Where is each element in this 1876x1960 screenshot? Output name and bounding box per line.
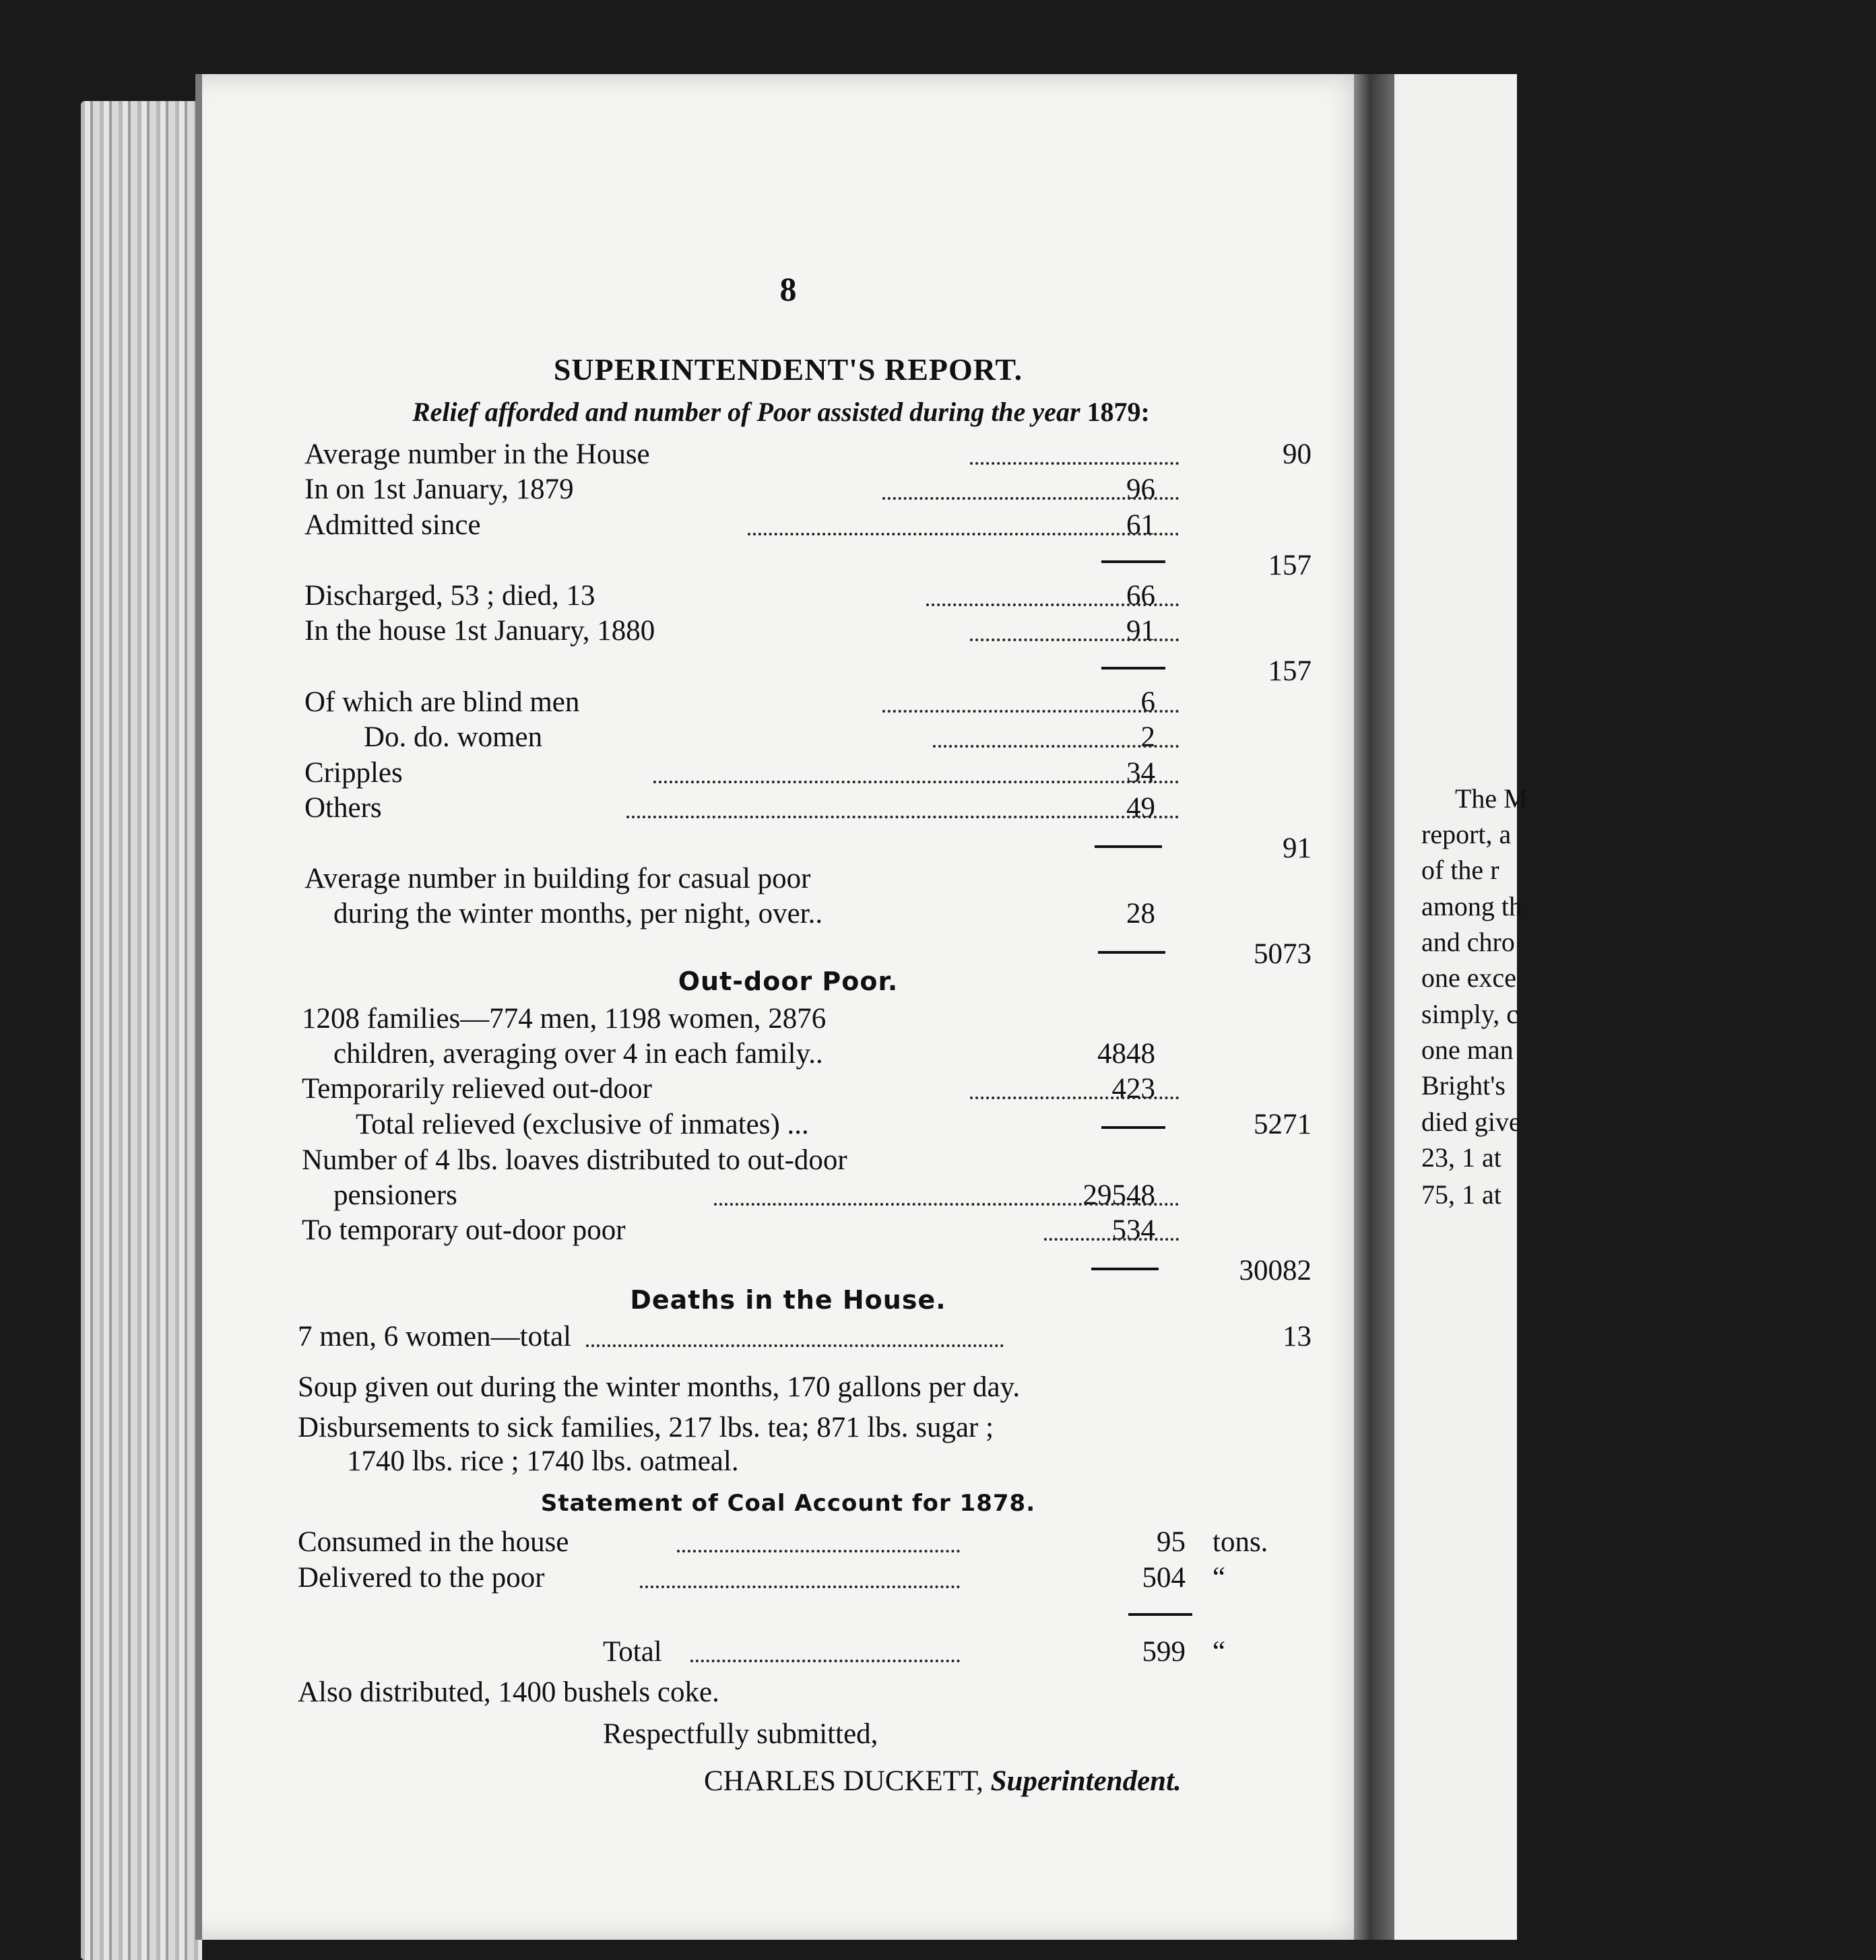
dot-leader [1044,1238,1179,1241]
house-total: 157 [1268,550,1312,581]
coal-row [202,1561,1374,1598]
signature: CHARLES DUCKETT, Superintendent. [704,1765,1182,1797]
house-row [202,579,1374,616]
house-label: Average number in building for casual poor [304,863,811,894]
soup-line: Soup given out during the winter months, 170 gallons per day. [298,1371,1021,1403]
outdoor-total: 30082 [1239,1255,1312,1286]
next-page-line: and chro [1421,927,1515,957]
house-row [202,791,1374,828]
also-line: Also distributed, 1400 bushels coke. [298,1676,719,1708]
outdoor-label: pensioners [333,1179,457,1211]
deaths-heading: Deaths in the House. [630,1285,946,1315]
next-page-line: The M [1455,783,1528,814]
next-page-line: of the r [1421,855,1499,885]
house-label: Others [304,792,382,824]
house-total: 5073 [1254,938,1312,970]
outdoor-label: Number of 4 lbs. loaves distributed to out-door [302,1144,847,1176]
house-label: In on 1st January, 1879 [304,473,574,505]
house-row [202,614,1374,651]
outdoor-heading: Out-door Poor. [678,967,899,996]
coal-label: Delivered to the poor [298,1562,545,1594]
outdoor-row [202,1144,1374,1180]
deaths-row: 7 men, 6 women—total 13 [298,1321,1312,1352]
coal-label: Consumed in the house [298,1526,569,1558]
disburse-line-1: Disbursements to sick families, 217 lbs. tea; 871 lbs. sugar ; [298,1412,994,1443]
outdoor-value: 29548 [1082,1179,1155,1211]
page-number: 8 [779,270,797,308]
coal-value: 504 [1142,1562,1186,1594]
house-row [202,862,1374,899]
subtotal-rule [1101,560,1165,563]
coal-value: 95 [1157,1526,1186,1558]
next-page-line: simply, c [1421,999,1519,1029]
disburse-line-2: 1740 lbs. rice ; 1740 lbs. oatmeal. [347,1445,739,1477]
coal-unit: “ [1212,1636,1226,1668]
book-gutter [1354,74,1394,1940]
outdoor-row [202,1037,1374,1074]
dot-leader [653,781,1179,783]
book [81,74,1528,1956]
house-row [202,686,1374,722]
next-page-line: one man [1421,1035,1514,1065]
house-row [202,438,1374,474]
house-row [202,473,1374,509]
next-page-line: among th [1421,891,1522,921]
dot-leader [970,1097,1179,1099]
subtotal-rule [1091,1268,1159,1270]
dot-leader [714,1203,1179,1206]
dot-leader [926,603,1179,606]
report-subtitle: Relief afforded and number of Poor assisted during the year 1879: [412,397,1150,427]
house-value: 61 [1126,509,1155,541]
dot-leader [882,710,1179,713]
outdoor-row [202,1108,1374,1144]
subtotal-rule [1098,951,1165,954]
outdoor-total: 5271 [1254,1109,1312,1140]
submitted-line: Respectfully submitted, [603,1718,878,1750]
outdoor-value: 423 [1111,1073,1155,1105]
house-value: 2 [1140,721,1155,753]
coal-value: 599 [1142,1636,1186,1668]
house-label: Do. do. women [364,721,543,753]
dot-leader [882,497,1179,500]
house-value: 66 [1126,580,1155,612]
page-edges [81,101,202,1960]
subtotal-rule [1101,1126,1165,1129]
subtotal-rule [1095,845,1162,848]
coal-row [202,1526,1374,1562]
outdoor-row [202,1179,1374,1215]
left-page [195,74,1374,1940]
house-row [202,897,1374,934]
dot-leader [970,462,1179,465]
house-total: 91 [1283,832,1312,864]
outdoor-label: 1208 families—774 men, 1198 women, 2876 [302,1003,827,1035]
dot-leader [626,816,1179,818]
dot-leader [970,639,1179,641]
next-page-line: Bright's [1421,1070,1506,1101]
outdoor-row [202,1072,1374,1109]
house-row [202,509,1374,545]
subtotal-rule [1101,667,1165,669]
next-page-line: 23, 1 at [1421,1142,1501,1173]
outdoor-label: Total relieved (exclusive of inmates) ... [356,1109,809,1140]
dot-leader [748,533,1179,535]
outdoor-label: To temporary out-door poor [302,1214,626,1246]
subtotal-rule [1128,1613,1192,1616]
outdoor-row [202,1214,1374,1250]
house-label: Average number in the House [304,438,650,470]
outdoor-row [202,1002,1374,1039]
house-value: 91 [1126,615,1155,647]
house-value: 6 [1140,686,1155,718]
next-page-line: died give [1421,1107,1521,1137]
outdoor-label: Temporarily relieved out-door [302,1073,652,1105]
coal-unit: “ [1212,1562,1226,1594]
house-value: 28 [1126,898,1155,929]
right-page-fragment [1394,74,1528,1940]
house-value: 49 [1126,792,1155,824]
house-total: 157 [1268,655,1312,687]
house-label: during the winter months, per night, over.. [333,898,823,929]
dot-leader [933,745,1179,748]
house-label: Admitted since [304,509,481,541]
house-label: Cripples [304,757,403,789]
outdoor-label: children, averaging over 4 in each family.. [333,1038,823,1070]
outdoor-value: 4848 [1097,1038,1155,1070]
house-row [202,756,1374,793]
coal-label: Total [603,1636,662,1668]
house-label: Discharged, 53 ; died, 13 [304,580,595,612]
next-page-line: 75, 1 at [1421,1179,1501,1210]
outdoor-value: 534 [1111,1214,1155,1246]
house-label: Of which are blind men [304,686,580,718]
coal-row [202,1635,1374,1672]
house-value: 96 [1126,473,1155,505]
house-label: In the house 1st January, 1880 [304,615,655,647]
coal-heading: Statement of Coal Account for 1878. [540,1490,1036,1517]
house-value: 34 [1126,757,1155,789]
house-row [202,721,1374,757]
coal-unit: tons. [1212,1526,1268,1558]
next-page-line: one exce [1421,962,1517,993]
house-total: 90 [1283,438,1312,470]
report-title: SUPERINTENDENT'S REPORT. [553,352,1023,387]
next-page-line: report, a [1421,819,1512,849]
